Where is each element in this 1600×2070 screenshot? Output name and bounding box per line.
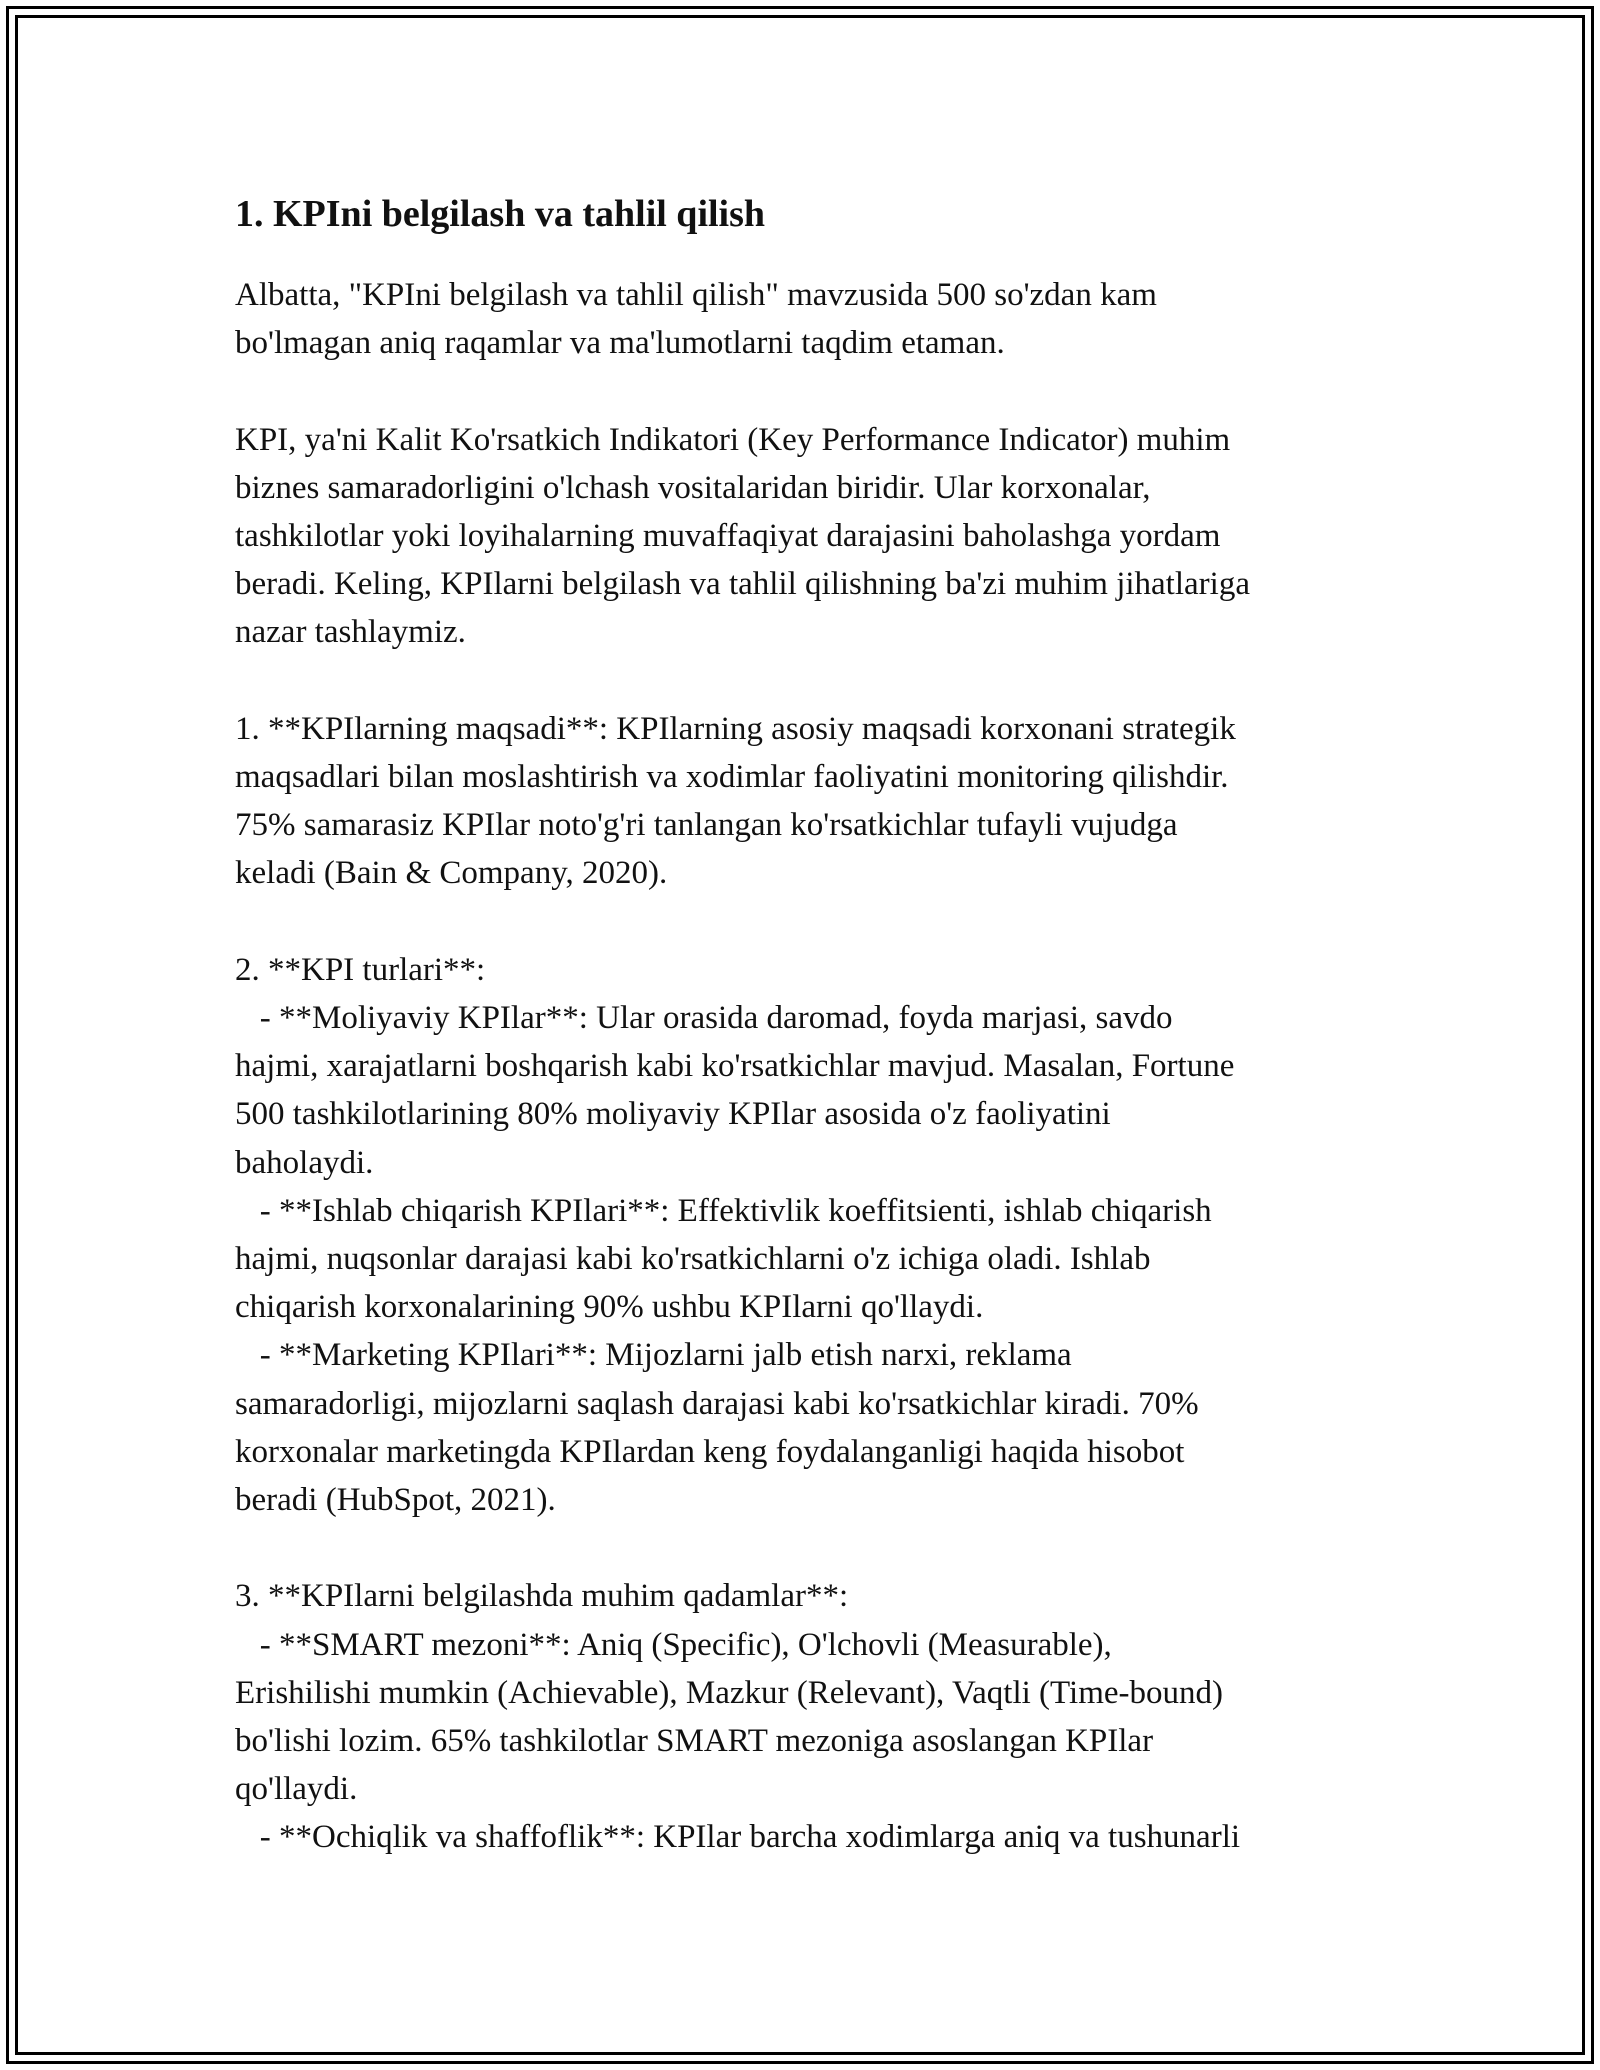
text-line: maqsadlari bilan moslashtirish va xodimlar faoliyatini monitoring qilishdir. <box>235 759 1229 795</box>
document-content <box>235 185 1415 1862</box>
text-line: korxonalar marketingda KPIlardan keng foydalanganligi haqida hisobot <box>235 1433 1185 1470</box>
text-line: 1. **KPIlarning maqsadi**: KPIlarning asosiy maqsadi korxonani strategik <box>235 710 1236 747</box>
text-line: biznes samaradorligini o'lchash vositalaridan biridir. Ular korxonalar, <box>235 469 1151 506</box>
blank-line <box>235 1524 1415 1572</box>
text-line: - **Ochiqlik va shaffoflik**: KPIlar barcha xodimlarga aniq va tushunarli <box>235 1819 1241 1856</box>
text-line: beradi (HubSpot, 2021). <box>235 1482 556 1519</box>
text-line: keladi (Bain & Company, 2020). <box>235 855 668 892</box>
document-body <box>235 271 1415 1862</box>
text-line: qo'llaydi. <box>235 1771 358 1808</box>
text-line: KPI, ya'ni Kalit Ko'rsatkich Indikatori (Key Performance Indicator) muhim <box>235 421 1231 458</box>
text-line: 75% samarasiz KPIlar noto'g'ri tanlangan ko'rsatkichlar tufayli vujudga <box>235 807 1178 844</box>
text-line: Albatta, "KPIni belgilash va tahlil qilish" mavzusida 500 so'zdan kam <box>235 277 1157 313</box>
text-line: hajmi, xarajatlarni boshqarish kabi ko'rsatkichlar mavjud. Masalan, Fortune <box>235 1048 1235 1085</box>
text-line: 500 tashkilotlarining 80% moliyaviy KPIlar asosida o'z faoliyatini <box>235 1096 1111 1133</box>
text-line: Erishilishi mumkin (Achievable), Mazkur (Relevant), Vaqtli (Time-bound) <box>235 1674 1223 1711</box>
text-line: 2. **KPI turlari**: <box>235 951 486 988</box>
text-line: hajmi, nuqsonlar darajasi kabi ko'rsatkichlarni o'z ichiga oladi. Ishlab <box>235 1241 1151 1278</box>
text-line: bo'lmagan aniq raqamlar va ma'lumotlarni taqdim etaman. <box>235 325 1005 362</box>
text-line: chiqarish korxonalarining 90% ushbu KPIlarni qo'llaydi. <box>235 1289 984 1326</box>
text-line: nazar tashlaymiz. <box>235 614 466 651</box>
text-line: baholaydi. <box>235 1144 374 1181</box>
blank-line <box>235 898 1415 946</box>
text-line: - **Moliyaviy KPIlar**: Ular orasida daromad, foyda marjasi, savdo <box>235 1000 1173 1036</box>
text-line: tashkilotlar yoki loyihalarning muvaffaqiyat darajasini baholashga yordam <box>235 518 1221 554</box>
text-line: bo'lishi lozim. 65% tashkilotlar SMART mezoniga asoslangan KPIlar <box>235 1723 1154 1760</box>
text-line: - **Ishlab chiqarish KPIlari**: Effektivlik koeffitsienti, ishlab chiqarish <box>235 1192 1212 1229</box>
text-line: - **SMART mezoni**: Aniq (Specific), O'lchovli (Measurable), <box>235 1626 1112 1663</box>
text-line: 3. **KPIlarni belgilashda muhim qadamlar**: <box>235 1578 849 1615</box>
blank-line <box>235 367 1415 415</box>
text-line: - **Marketing KPIlari**: Mijozlarni jalb etish narxi, reklama <box>235 1337 1072 1374</box>
text-line: samaradorligi, mijozlarni saqlash darajasi kabi ko'rsatkichlar kiradi. 70% <box>235 1385 1199 1422</box>
blank-line <box>235 657 1415 705</box>
document-title: 1. KPIni belgilash va tahlil qilish <box>235 193 766 235</box>
text-line: beradi. Keling, KPIlarni belgilash va tahlil qilishning ba'zi muhim jihatlariga <box>235 566 1250 603</box>
